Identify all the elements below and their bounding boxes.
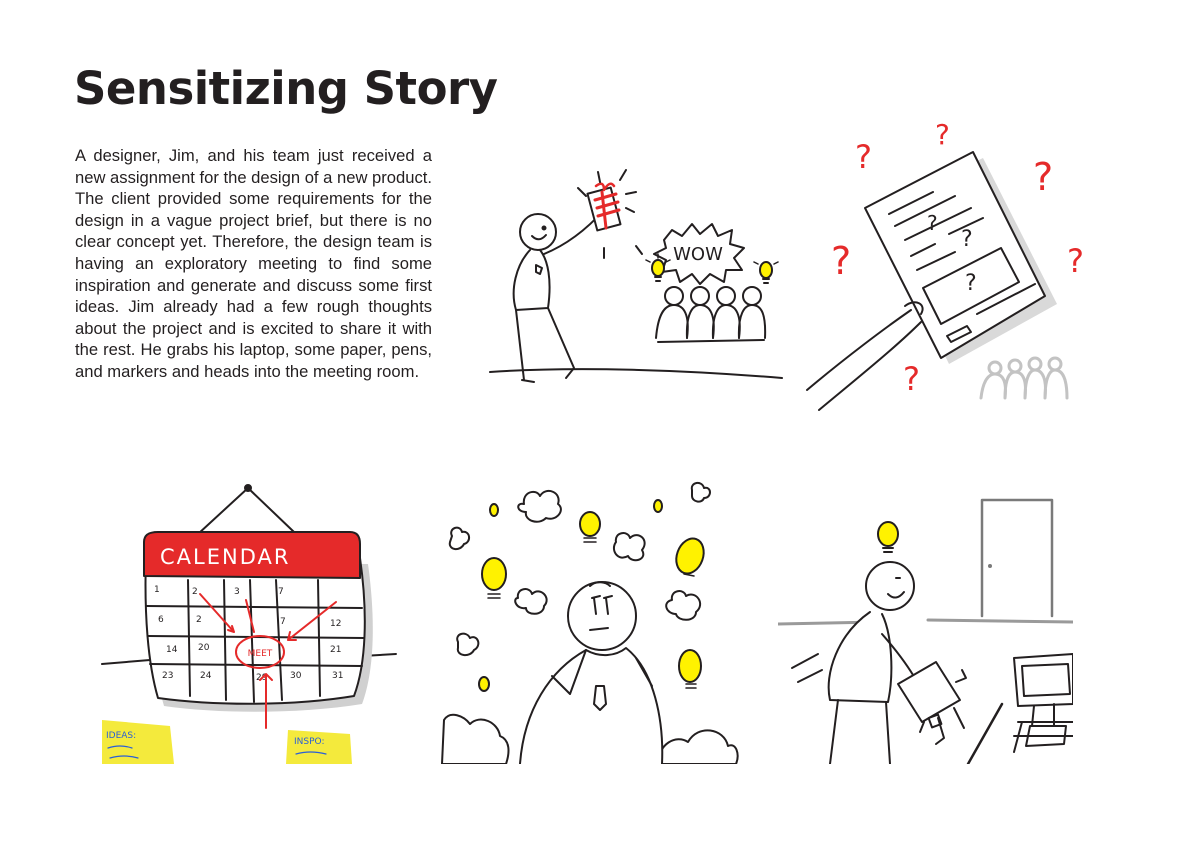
jim-head [568,582,636,650]
svg-text:1: 1 [154,585,160,595]
svg-text:31: 31 [332,671,344,681]
svg-text:IDEAS:: IDEAS: [106,731,137,741]
svg-text:7: 7 [280,617,286,627]
svg-text:?: ? [935,118,950,151]
ground-line [490,369,782,378]
svg-text:20: 20 [198,643,210,653]
sketch-calendar [100,482,400,764]
jim-body [829,612,892,702]
sketch-brief [805,118,1090,413]
page-title: Sensitizing Story [74,62,498,115]
svg-text:?: ? [903,360,920,398]
laptop-icon [898,662,966,744]
svg-text:2: 2 [192,587,198,597]
sticky-note-inspo [286,730,352,764]
svg-text:?: ? [831,239,852,283]
svg-text:2: 2 [196,615,202,625]
svg-text:24: 24 [200,671,212,681]
wow-text: WOW [673,244,723,265]
svg-text:30: 30 [290,671,302,681]
sketch-ideas [440,480,740,764]
lightbulb-icon [878,522,898,552]
calendar-hanger [198,488,294,534]
svg-text:7: 7 [278,587,284,597]
svg-text:?: ? [965,271,977,296]
sketch-leaving [778,494,1073,764]
svg-text:23: 23 [162,671,174,681]
jim-head [520,214,556,250]
sketch-handover [486,150,786,390]
svg-text:6: 6 [158,615,164,625]
svg-text:14: 14 [166,645,178,655]
audience-group [656,287,765,342]
wall-line [778,620,1073,624]
lightbulb-icon [754,262,778,283]
svg-text:INSPO:: INSPO: [294,737,325,747]
lightbulb-icon [646,254,670,281]
svg-text:21: 21 [330,645,342,655]
jim-body [514,250,550,310]
meet-label: MEET [247,649,273,659]
blurred-audience [981,358,1067,398]
svg-text:?: ? [961,227,973,252]
sticky-note-ideas [102,720,174,764]
svg-text:12: 12 [330,619,342,629]
svg-text:?: ? [855,138,872,176]
jim-head [866,562,914,610]
svg-text:29: 29 [256,673,268,683]
calendar-header-text: CALENDAR [160,545,291,569]
wow-burst [654,224,744,284]
desk-computer [968,654,1073,764]
brief-present-icon [587,184,620,231]
svg-text:?: ? [1067,242,1084,280]
svg-text:?: ? [927,211,938,235]
svg-text:?: ? [1033,155,1054,199]
svg-text:3: 3 [234,587,240,597]
story-paragraph: A designer, Jim, and his team just received a new assignment for the design of a new product. The client provided some requirements for the design in a vague project brief, but there is no clear concept yet. Therefore, the design team is having an exploratory meeting to find some inspiration and generate and discuss some first ideas. Jim already had a few rough thoughts about the project and is excited to share it with the rest. He grabs his laptop, some paper, pens, and markers and heads into the meeting room. [75,146,432,381]
door [982,500,1052,616]
brief-paper [865,152,1045,358]
